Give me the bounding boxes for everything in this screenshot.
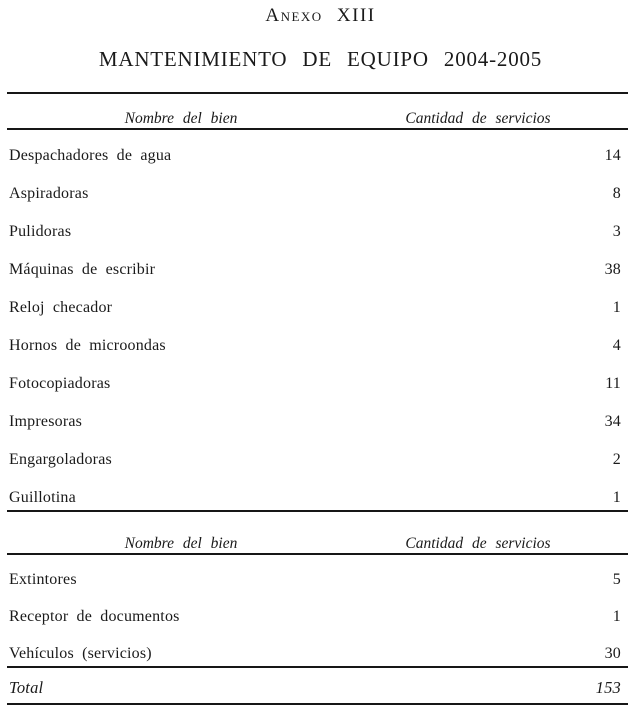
row-name: Engargoladoras xyxy=(9,451,112,468)
row-qty: 1 xyxy=(612,608,621,625)
row-name: Guillotina xyxy=(9,489,76,506)
row-qty: 8 xyxy=(612,185,621,202)
table-row xyxy=(0,592,641,629)
table-row xyxy=(0,396,641,434)
row-name: Fotocopiadoras xyxy=(9,375,111,392)
row-name: Aspiradoras xyxy=(9,185,89,202)
row-qty: 5 xyxy=(612,571,621,588)
table-row xyxy=(0,282,641,320)
column-header-name: Nombre del bien xyxy=(124,110,238,127)
table-row xyxy=(0,434,641,472)
total-row xyxy=(0,666,641,703)
table-header xyxy=(0,110,641,128)
row-name: Vehículos (servicios) xyxy=(9,645,152,662)
table-row xyxy=(0,168,641,206)
row-qty: 30 xyxy=(604,645,621,662)
page-title: Anexo XIII xyxy=(265,5,376,26)
row-qty: 3 xyxy=(612,223,621,240)
total-value: 153 xyxy=(595,678,621,697)
table-section-1 xyxy=(0,130,641,510)
page-subtitle: MANTENIMIENTO DE EQUIPO 2004-2005 xyxy=(98,47,543,71)
row-name: Máquinas de escribir xyxy=(9,261,156,278)
row-name: Extintores xyxy=(9,571,77,588)
table-row xyxy=(0,472,641,510)
table-row xyxy=(0,130,641,168)
horizontal-rule xyxy=(7,92,628,94)
column-header-qty: Cantidad de servicios xyxy=(405,535,551,552)
column-header-name: Nombre del bien xyxy=(124,535,238,552)
table-row xyxy=(0,244,641,282)
table-section-2 xyxy=(0,555,641,666)
table-row xyxy=(0,320,641,358)
total-label: Total xyxy=(9,678,44,697)
horizontal-rule xyxy=(7,510,628,512)
row-qty: 11 xyxy=(605,375,621,392)
row-qty: 38 xyxy=(604,261,621,278)
table-row xyxy=(0,206,641,244)
table-header-repeat xyxy=(0,535,641,553)
row-qty: 14 xyxy=(604,147,621,164)
row-name: Despachadores de agua xyxy=(9,147,172,164)
horizontal-rule xyxy=(7,703,628,705)
row-name: Impresoras xyxy=(9,413,83,430)
row-name: Reloj checador xyxy=(9,299,113,316)
row-qty: 2 xyxy=(612,451,621,468)
row-qty: 4 xyxy=(612,337,621,354)
row-name: Hornos de microondas xyxy=(9,337,166,354)
row-name: Pulidoras xyxy=(9,223,72,240)
row-qty: 1 xyxy=(612,489,621,506)
table-row xyxy=(0,555,641,592)
column-header-qty: Cantidad de servicios xyxy=(405,110,551,127)
row-qty: 1 xyxy=(612,299,621,316)
row-qty: 34 xyxy=(604,413,621,430)
row-name: Receptor de documentos xyxy=(9,608,180,625)
table-row xyxy=(0,629,641,666)
table-row xyxy=(0,358,641,396)
